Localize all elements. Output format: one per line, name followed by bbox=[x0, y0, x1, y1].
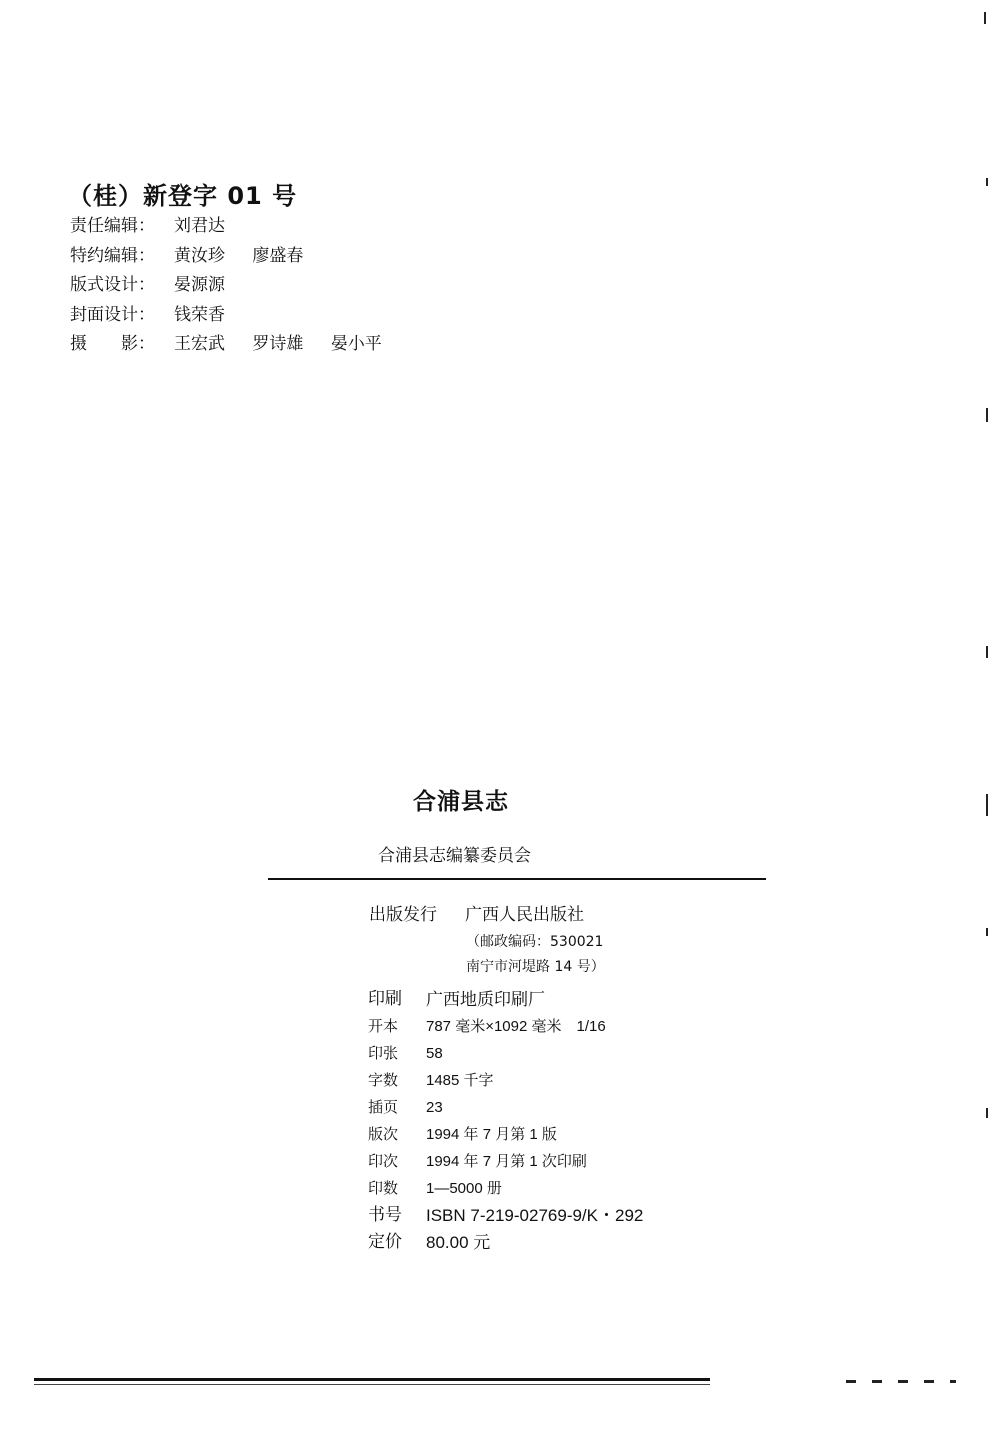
credit-label: 版式设计： bbox=[70, 275, 155, 295]
publication-info bbox=[368, 986, 643, 1256]
scan-marks bbox=[846, 1380, 956, 1383]
credit-name: 王宏武 bbox=[174, 334, 225, 354]
info-label: 书号 bbox=[368, 1205, 402, 1225]
info-value: 58 bbox=[426, 1045, 443, 1062]
credit-label: 封面设计： bbox=[70, 304, 155, 325]
scan-speck bbox=[984, 12, 986, 24]
credit-name: 黄汝珍 bbox=[174, 245, 225, 266]
info-value: 23 bbox=[426, 1099, 443, 1116]
book-title: 合浦县志 bbox=[413, 789, 509, 815]
info-label: 印数 bbox=[368, 1179, 399, 1197]
publisher-name: 广西人民出版社 bbox=[465, 905, 584, 925]
info-value: 1994 年 7 月第 1 次印刷 bbox=[426, 1153, 587, 1170]
credit-name: 廖盛春 bbox=[252, 245, 304, 266]
credit-name: 晏源源 bbox=[174, 275, 225, 295]
info-label: 插页 bbox=[368, 1098, 399, 1116]
isbn-row bbox=[368, 1202, 643, 1229]
scan-speck bbox=[986, 794, 988, 816]
credit-name: 罗诗雄 bbox=[252, 334, 304, 354]
scan-speck bbox=[986, 928, 988, 936]
spec-row bbox=[368, 1094, 643, 1121]
scan-speck bbox=[986, 646, 988, 658]
credit-name: 刘君达 bbox=[174, 216, 225, 236]
street-address: 南宁市河堤路 14 号） bbox=[466, 959, 605, 975]
credit-label: 特约编辑： bbox=[70, 245, 155, 266]
spec-row bbox=[368, 1121, 643, 1148]
credit-label: 摄 影： bbox=[70, 334, 155, 354]
info-label: 字数 bbox=[368, 1071, 399, 1089]
isbn-value: ISBN 7-219-02769-9/K・292 bbox=[426, 1206, 644, 1225]
info-value: 1485 千字 bbox=[426, 1072, 494, 1089]
printing-row bbox=[368, 986, 643, 1013]
info-label: 印次 bbox=[368, 1152, 399, 1170]
divider-line bbox=[268, 878, 766, 880]
spec-row bbox=[368, 1175, 643, 1202]
credit-name: 钱荣香 bbox=[174, 304, 225, 325]
scan-speck bbox=[986, 178, 988, 186]
postal-code: （邮政编码：530021 bbox=[466, 934, 604, 950]
credit-label: 责任编辑： bbox=[70, 216, 155, 236]
info-label: 印张 bbox=[368, 1044, 399, 1062]
bottom-rule bbox=[34, 1378, 710, 1381]
credit-row-special-editor bbox=[70, 242, 404, 272]
info-label: 印刷 bbox=[368, 989, 402, 1009]
spec-row bbox=[368, 1013, 643, 1040]
scan-speck bbox=[986, 1108, 988, 1118]
publisher-label: 出版发行 bbox=[369, 905, 437, 925]
scan-speck bbox=[986, 408, 988, 422]
publisher-address bbox=[466, 930, 605, 980]
price-row bbox=[368, 1229, 643, 1256]
credit-row-editor bbox=[70, 212, 404, 242]
info-value: 广西地质印刷厂 bbox=[426, 990, 545, 1009]
info-label: 定价 bbox=[368, 1232, 402, 1252]
credits-block bbox=[70, 212, 404, 360]
credit-row-layout-design bbox=[70, 271, 404, 301]
bottom-rule-thin bbox=[34, 1384, 710, 1385]
info-label: 开本 bbox=[368, 1017, 399, 1035]
price-value: 80.00 元 bbox=[426, 1233, 491, 1252]
spec-row bbox=[368, 1040, 643, 1067]
credit-row-cover-design bbox=[70, 301, 404, 331]
registration-number: （桂）新登字 01 号 bbox=[68, 182, 298, 210]
spec-row bbox=[368, 1067, 643, 1094]
publisher-row bbox=[369, 900, 584, 925]
info-value: 1—5000 册 bbox=[426, 1180, 502, 1197]
credit-row-photography bbox=[70, 330, 404, 360]
spec-row bbox=[368, 1148, 643, 1175]
credit-name: 晏小平 bbox=[330, 334, 382, 354]
info-value: 1994 年 7 月第 1 版 bbox=[426, 1126, 557, 1143]
info-label: 版次 bbox=[368, 1125, 399, 1143]
info-value: 787 毫米×1092 毫米 1/16 bbox=[426, 1018, 606, 1035]
compiler-name: 合浦县志编纂委员会 bbox=[378, 846, 531, 866]
